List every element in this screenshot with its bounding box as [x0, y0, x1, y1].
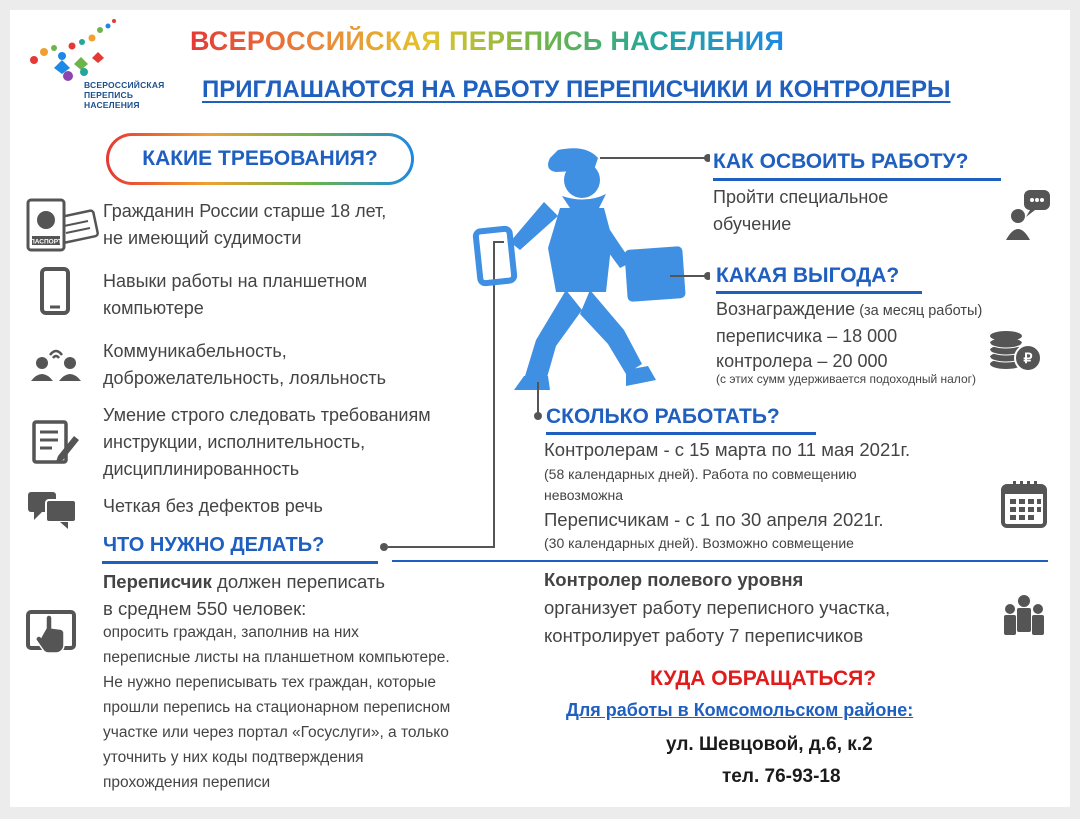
document-pen-icon [30, 418, 82, 466]
requirement-discipline: Умение строго следовать требованиям инструкции, исполнительность, дисциплинированность [103, 405, 431, 479]
duration-enumerators: Переписчикам - с 1 по 30 апреля 2021г. [544, 509, 884, 530]
controller-role-title: Контролер полевого уровня [544, 569, 804, 590]
duration-controllers-note: (58 календарных дней). Работа по совмещению невозможна [544, 466, 857, 503]
how-to-learn-heading: КАК ОСВОИТЬ РАБОТУ? [713, 150, 969, 173]
how-to-learn-text: Пройти специальное обучение [713, 187, 889, 234]
what-to-do-heading: ЧТО НУЖНО ДЕЛАТЬ? [103, 534, 325, 556]
infographic-page [10, 10, 1070, 807]
figure-connectors [598, 150, 710, 290]
svg-text:₽: ₽ [1023, 350, 1033, 366]
controller-role-text: организует работу переписного участка, контролирует работу 7 переписчиков [544, 597, 891, 646]
benefit-underline [716, 291, 922, 294]
enumerator-details: опросить граждан, заполнив на них переписные листы на планшетном компьютере. Не нужно переписывать тех граждан, которые прошли перепись на стационарном переписном участке или через портал «Госуслуги», а только уточнить у них коды подтверждения прохождения переписи [103, 624, 451, 791]
tablet-icon [38, 266, 74, 318]
requirements-heading: КАКИЕ ТРЕБОВАНИЯ? [106, 133, 414, 185]
benefit-tax-note: (с этих сумм удерживается подоходный налог) [716, 372, 976, 386]
requirement-communication: Коммуникабельность, доброжелательность, лояльность [103, 341, 387, 388]
enumerator-duty: Переписчик должен переписать в среднем 550 человек: [103, 571, 386, 619]
duration-controllers: Контролерам - с 15 марта по 11 мая 2021г. [544, 439, 911, 460]
contact-heading: КУДА ОБРАЩАТЬСЯ? [650, 667, 877, 690]
duration-heading: СКОЛЬКО РАБОТАТЬ? [546, 405, 780, 428]
contact-address: ул. Шевцовой, д.6, к.2 [666, 734, 873, 755]
duration-underline [546, 432, 816, 435]
passport-icon [20, 196, 100, 258]
what-to-do-underline [102, 561, 378, 564]
requirement-speech: Четкая без дефектов речь [103, 496, 323, 516]
how-to-learn-underline [713, 178, 1001, 181]
duration-enumerators-note: (30 календарных дней). Возможно совмещение [544, 535, 854, 551]
section-divider [392, 560, 1048, 562]
page-title: ВСЕРОССИЙСКАЯ ПЕРЕПИСЬ НАСЕЛЕНИЯ [190, 26, 785, 56]
coins-icon [988, 328, 1044, 372]
communication-icon [28, 345, 84, 385]
touchscreen-icon [26, 608, 80, 662]
requirement-citizenship: Гражданин России старше 18 лет, не имеющий судимости [103, 201, 387, 248]
svg-text:ПАСПОРТ: ПАСПОРТ [30, 238, 62, 246]
contact-phone: тел. 76-93-18 [722, 766, 841, 787]
calendar-icon [1000, 480, 1048, 530]
benefit-heading: КАКАЯ ВЫГОДА? [716, 264, 900, 287]
contact-district-link[interactable]: Для работы в Комсомольском районе: [566, 700, 914, 720]
speech-bubbles-icon [26, 490, 80, 530]
benefit-reward: Вознаграждение (за месяц работы) переписчика – 18 000 контролера – 20 000 [716, 299, 983, 371]
logo-text: ВСЕРОССИЙСКАЯ ПЕРЕПИСЬ НАСЕЛЕНИЯ [84, 80, 165, 110]
requirement-tablet-skills: Навыки работы на планшетном компьютере [103, 271, 368, 318]
page-subtitle: ПРИГЛАШАЮТСЯ НА РАБОТУ ПЕРЕПИСЧИКИ И КОНТРОЛЕРЫ [202, 76, 951, 103]
teacher-chat-icon [1004, 188, 1052, 240]
team-icon [1002, 594, 1046, 638]
